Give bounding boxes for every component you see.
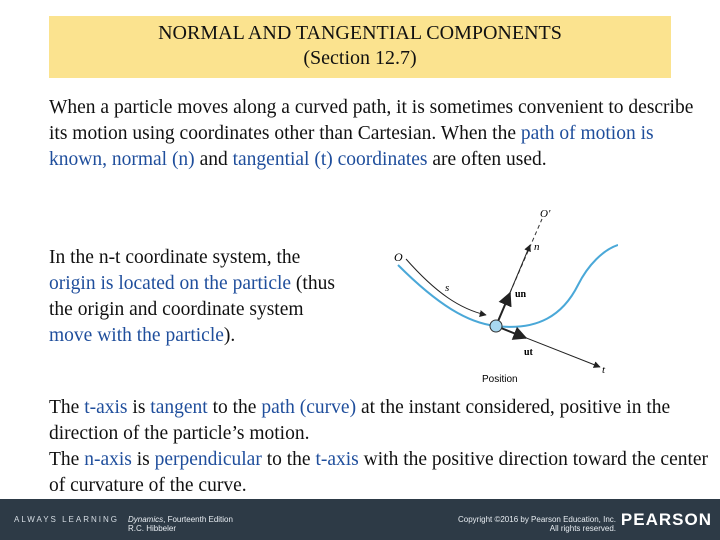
highlight-t-axis: t-axis (84, 397, 128, 418)
label-ut: ut (524, 347, 533, 358)
highlight-tangent: tangent (150, 397, 208, 418)
origin-text: (thus the origin and coordinate system (49, 273, 335, 320)
diagram-caption: Position (482, 374, 518, 385)
title-line-1: NORMAL AND TANGENTIAL COMPONENTS (158, 22, 562, 44)
particle-dot (490, 320, 502, 332)
label-un: un (515, 289, 527, 300)
label-o: O (394, 250, 403, 264)
footer-brand: ALWAYS LEARNING (14, 515, 119, 524)
origin-text: ). (223, 325, 236, 346)
path-curve (398, 245, 618, 327)
highlight-tangential: tangential (t) coordinates (232, 149, 428, 170)
intro-text: and (194, 149, 233, 170)
pearson-logo: PEARSON (620, 510, 712, 529)
label-n: n (534, 241, 540, 253)
highlight-n-axis: n-axis (84, 449, 132, 470)
footer-bar (0, 499, 720, 540)
highlight-perpendicular: perpendicular (154, 449, 262, 470)
highlight-origin: origin is located on the particle (49, 273, 292, 294)
highlight-move: move with the particle (49, 325, 224, 346)
label-s: s (445, 282, 450, 294)
footer-copyright: Copyright ©2016 by Pearson Education, Inc. All rights reserved. (458, 515, 616, 533)
label-o-prime: O' (540, 208, 551, 220)
n-axis-sentence: The n-axis is perpendicular to the t-axis with the positive direction toward the center of curvature of the curve. (49, 449, 709, 496)
origin-text: In the n-t coordinate system, the (49, 247, 301, 268)
label-t: t (602, 364, 606, 376)
slide-title (49, 16, 671, 78)
axes-paragraph (49, 395, 709, 499)
t-axis-sentence: The t-axis is tangent to the path (curve) at the instant considered, positive in the direction of the particle’s motion. (49, 397, 671, 444)
highlight-t-axis-2: t-axis (315, 449, 359, 470)
intro-text: When a particle moves along a curved path, it is sometimes convenient to describe its motion using coordinates other than Cartesian. When the (49, 97, 694, 144)
book-edition: , Fourteenth Edition (163, 515, 233, 524)
footer-book-info (128, 515, 233, 533)
nt-coordinate-diagram (378, 205, 618, 390)
highlight-path-known: path of motion is known, normal (n) (49, 123, 654, 170)
intro-text: are often used. (427, 149, 547, 170)
origin-paragraph (49, 245, 349, 349)
book-author: R.C. Hibbeler (128, 524, 177, 533)
highlight-path-curve: path (curve) (261, 397, 357, 418)
intro-paragraph (49, 95, 709, 173)
title-line-2: (Section 12.7) (303, 47, 417, 69)
book-title: Dynamics (128, 515, 164, 524)
